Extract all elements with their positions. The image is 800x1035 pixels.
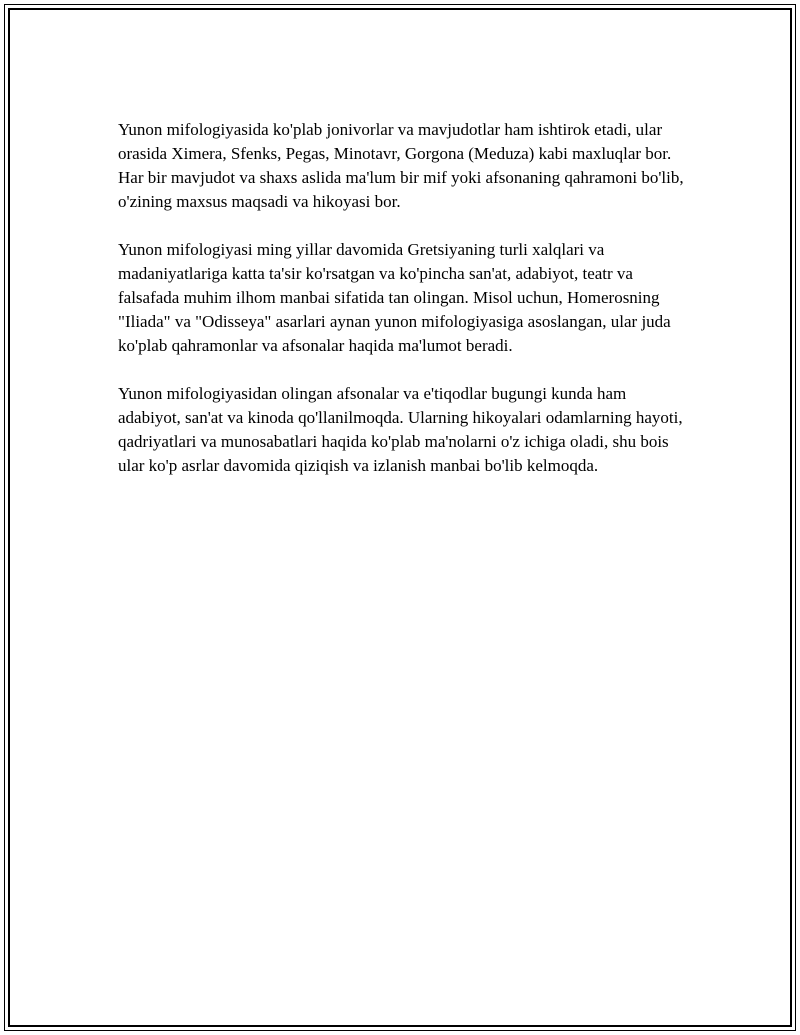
document-body <box>118 118 688 502</box>
paragraph-2: Yunon mifologiyasi ming yillar davomida Gretsiyaning turli xalqlari va madaniyatlariga katta ta'sir ko'rsatgan va ko'pincha san'at, adabiyot, teatr va falsafada muhim ilhom manbai sifatida tan olingan. Misol uchun, Homerosning "Iliada" va "Odisseya" asarlari aynan yunon mifologiyasiga asoslangan, ular juda ko'plab qahramonlar va afsonalar haqida ma'lumot beradi. <box>118 240 671 355</box>
paragraph-3: Yunon mifologiyasidan olingan afsonalar va e'tiqodlar bugungi kunda ham adabiyot, san'at va kinoda qo'llanilmoqda. Ularning hikoyalari odamlarning hayoti, qadriyatlari va munosabatlari haqida ko'plab ma'nolarni o'z ichiga oladi, shu bois ular ko'p asrlar davomida qiziqish va izlanish manbai bo'lib kelmoqda. <box>118 384 683 475</box>
paragraph-1: Yunon mifologiyasida ko'plab jonivorlar va mavjudotlar ham ishtirok etadi, ular orasida Ximera, Sfenks, Pegas, Minotavr, Gorgona (Meduza) kabi maxluqlar bor. Har bir mavjudot va shaxs aslida ma'lum bir mif yoki afsonaning qahramoni bo'lib, o'zining maxsus maqsadi va hikoyasi bor. <box>118 120 684 211</box>
